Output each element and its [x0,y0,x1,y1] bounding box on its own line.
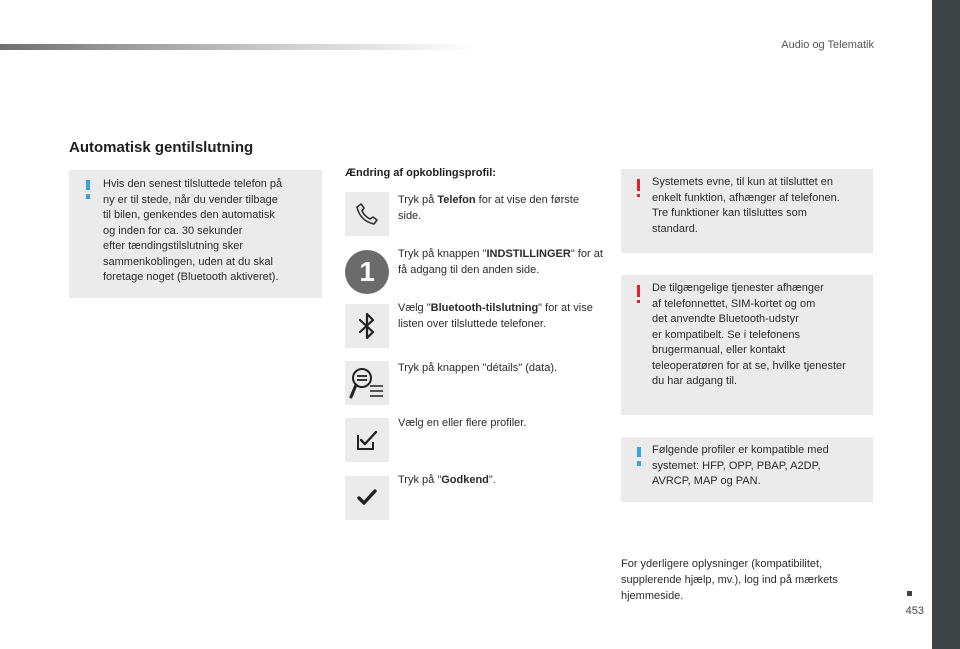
text-line: De tilgængelige tjenester afhænger [652,282,824,294]
info-box-profiles [621,437,873,502]
phone-icon [345,192,389,236]
info-icon [637,447,641,457]
text-line: efter tændingstilslutning sker [103,240,244,252]
chapter-sidebar [932,0,960,649]
text-line: AVRCP, MAP og PAN. [652,475,761,487]
step-select-profiles: Vælg en eller flere profiler. [398,417,527,429]
text-line: standard. [652,222,698,235]
warning-box-services [621,275,873,415]
profile-change-heading: Ændring af opkoblingsprofil: [345,167,496,179]
text-line: Hvis den senest tilsluttede telefon på [103,178,283,190]
page-number: 453 [905,605,924,617]
warning-icon [637,285,640,297]
bluetooth-icon [345,304,389,348]
info-icon [86,180,90,190]
step-settings: Tryk på knappen "INDSTILLINGER" for at få adgang til den anden side. [398,248,603,276]
step-bluetooth: Vælg "Bluetooth-tilslutning" for at vise listen over tilsluttede telefoner. [398,302,593,330]
warning-icon [637,179,640,191]
warning-box-functions [621,169,873,253]
text-line: til bilen, genkendes den automatisk [103,209,275,221]
page-marker [907,591,912,596]
number-one-badge: 1 [345,250,389,294]
warning-text [652,281,846,390]
details-icon [345,361,389,405]
step-confirm: Tryk på "Godkend". [398,474,496,486]
section-title: Automatisk gentilslutning [69,139,254,156]
text-line: brugermanual, eller kontakt [652,344,786,356]
footer-note: For yderligere oplysninger (kompatibilitet, supplerende hjælp, mv.), log ind på mærkets hjemmeside. [621,558,838,602]
text-line: Systemets evne, til kun at tilsluttet en [652,176,833,188]
header-gradient-bar [0,44,480,50]
text-line: ny er til stede, når du vender tilbage [103,193,278,206]
info-text [103,177,282,286]
text-line: af telefonnettet, SIM-kortet og om [652,297,816,310]
text-line: enkelt funktion, afhænger af telefonen. [652,191,840,204]
warning-icon-dot [637,194,640,197]
text-line: systemet: HFP, OPP, PBAP, A2DP, [652,459,821,472]
text-line: og inden for ca. 30 sekunder [103,224,243,237]
select-checkbox-icon [345,418,389,462]
step-details: Tryk på knappen "détails" (data). [398,362,558,374]
checkmark-icon [345,476,389,520]
text-line: teleoperatøren for at se, hvilke tjenester [652,359,846,372]
info-icon-stem [86,194,90,199]
info-box-reconnect [69,170,322,298]
text-line: Følgende profiler er kompatible med [652,444,829,456]
chapter-title: Audio og Telematik [781,39,874,51]
text-line: Tre funktioner kan tilsluttes som [652,207,807,219]
text-line: det anvendte Bluetooth-udstyr [652,313,799,325]
text-line: er kompatibelt. Se i telefonens [652,328,800,341]
step-phone: Tryk på Telefon for at vise den første side. [398,194,579,222]
warning-text [652,175,840,237]
text-line: sammenkoblingen, uden at du skal [103,255,273,268]
info-icon-stem [637,461,641,466]
warning-icon-dot [637,300,640,303]
info-text [652,443,829,490]
text-line: foretage noget (Bluetooth aktiveret). [103,271,279,283]
text-line: du har adgang til. [652,375,738,387]
